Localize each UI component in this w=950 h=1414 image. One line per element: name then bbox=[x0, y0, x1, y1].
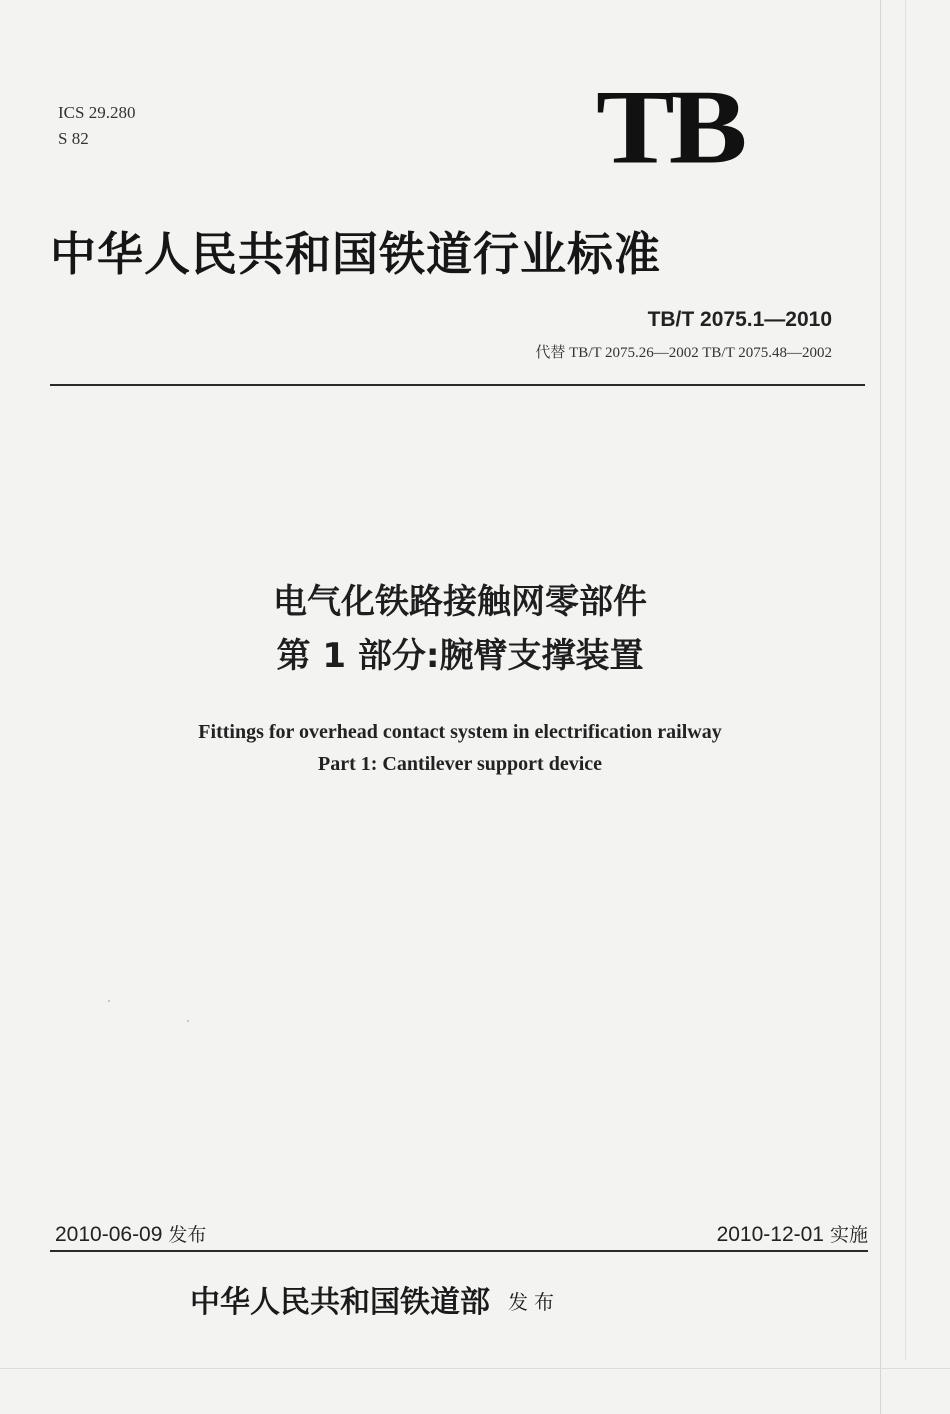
scan-speck bbox=[108, 1000, 110, 1002]
page-edge-line bbox=[0, 1368, 950, 1369]
title-cn-line2: 第 1 部分:腕臂支撑装置 bbox=[276, 636, 644, 676]
release-date bbox=[55, 1220, 206, 1247]
title-english bbox=[0, 716, 920, 780]
page-edge-line bbox=[880, 0, 881, 1414]
release-date-value: 2010-06-09 bbox=[55, 1223, 163, 1246]
implementation-suffix: 实施 bbox=[829, 1224, 868, 1246]
implementation-date-value: 2010-12-01 bbox=[716, 1223, 824, 1246]
classification-codes bbox=[58, 100, 135, 152]
footer-divider bbox=[50, 1250, 868, 1252]
tb-logo: TB bbox=[596, 68, 742, 186]
ics-code: ICS 29.280 bbox=[58, 103, 136, 122]
replaces-standards: 代替 TB/T 2075.26—2002 TB/T 2075.48—2002 bbox=[535, 345, 832, 361]
implementation-date bbox=[717, 1220, 868, 1247]
issuer-action: 发布 bbox=[508, 1290, 560, 1314]
title-en-line2: Part 1: Cantilever support device bbox=[317, 753, 603, 775]
issuer bbox=[190, 1280, 560, 1325]
scan-speck bbox=[187, 1020, 189, 1022]
ccs-code: S 82 bbox=[58, 129, 89, 148]
header-divider bbox=[50, 384, 865, 386]
standard-number: TB/T 2075.1—2010 bbox=[647, 308, 832, 331]
title-cn-line1: 电气化铁路接触网零部件 bbox=[273, 582, 647, 622]
title-chinese bbox=[0, 575, 920, 683]
release-suffix: 发布 bbox=[168, 1224, 207, 1246]
authority-title: 中华人民共和国铁道行业标准 bbox=[50, 227, 661, 281]
title-en-line1: Fittings for overhead contact system in electrification railway bbox=[198, 721, 722, 743]
issuer-name: 中华人民共和国铁道部 bbox=[190, 1285, 490, 1320]
